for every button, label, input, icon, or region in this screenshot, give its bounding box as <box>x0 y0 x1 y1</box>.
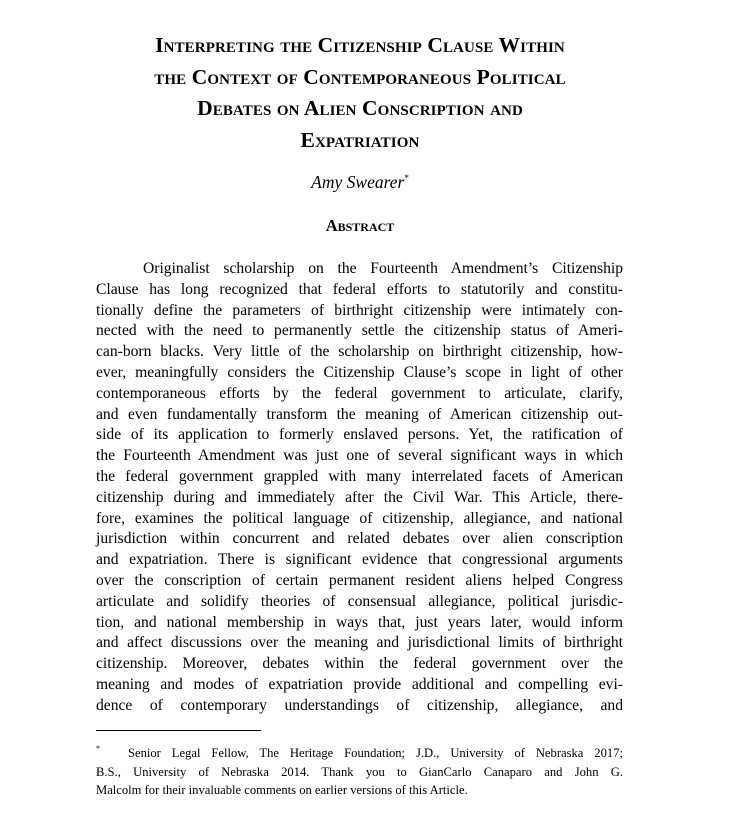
abstract-line: tionally define the parameters of birthright citizenship were intimately con- <box>96 301 623 319</box>
title-line: the Context of Contemporaneous Political <box>154 64 566 89</box>
abstract-body <box>96 259 623 717</box>
abstract-line: the federal government grappled with many interrelated facets of American <box>96 467 623 485</box>
abstract-line: contemporaneous efforts by the federal government to articulate, clarify, <box>96 384 623 402</box>
abstract-line: and affect discussions over the meaning and jurisdictional limits of birthright <box>96 634 623 652</box>
abstract-line: can-born blacks. Very little of the scholarship on birthright citizenship, how- <box>96 343 623 361</box>
abstract-line: side of its application to formerly enslaved persons. Yet, the ratification of <box>96 426 623 444</box>
title-line: Debates on Alien Conscription and <box>197 96 523 120</box>
abstract-line: ever, meaningfully considers the Citizenship Clause’s scope in light of other <box>96 363 623 381</box>
author-byline <box>0 172 720 193</box>
abstract-line: and expatriation. There is significant evidence that congressional arguments <box>96 551 623 569</box>
author-name: Amy Swearer <box>311 172 405 192</box>
footnote-marker: * <box>96 744 100 753</box>
footnote-line: Malcolm for their invaluable comments on earlier versions of this Article. <box>96 783 468 797</box>
abstract-line: fore, examines the political language of citizenship, allegiance, and national <box>96 509 623 527</box>
abstract-line: tion, and national membership in ways that, just years later, would inform <box>96 613 623 631</box>
abstract-line: nected with the need to permanently settle the citizenship status of Ameri- <box>96 322 623 340</box>
abstract-line: over the conscription of certain permanent resident aliens helped Congress <box>96 571 623 589</box>
author-footnote <box>96 744 623 800</box>
abstract-line: citizenship. Moreover, debates within the federal government over the <box>96 655 623 673</box>
article-title <box>60 30 660 156</box>
abstract-line: jurisdiction within concurrent and related debates over alien conscription <box>96 530 623 548</box>
abstract-line: dence of contemporary understandings of citizenship, allegiance, and <box>96 696 623 714</box>
abstract-line: the Fourteenth Amendment was just one of several significant ways in which <box>96 447 623 465</box>
abstract-line: Clause has long recognized that federal efforts to statutorily and constitu- <box>96 280 623 298</box>
abstract-line: meaning and modes of expatriation provide additional and compelling evi- <box>96 675 623 693</box>
abstract-line: and even fundamentally transform the meaning of American citizenship out- <box>96 405 623 423</box>
author-footnote-marker: * <box>404 173 409 183</box>
title-line: Interpreting the Citizenship Clause Within <box>155 33 565 57</box>
footnote-line: Senior Legal Fellow, The Heritage Foundation; J.D., University of Nebraska 2017; <box>128 746 623 760</box>
title-line: Expatriation <box>300 127 420 152</box>
abstract-line: articulate and solidify theories of consensual allegiance, political jurisdic- <box>96 592 623 610</box>
abstract-line: citizenship during and immediately after the Civil War. This Article, there- <box>96 488 623 506</box>
abstract-line: Originalist scholarship on the Fourteenth Amendment’s Citizenship <box>143 260 623 277</box>
footnote-line: B.S., University of Nebraska 2014. Thank you to GianCarlo Canaparo and John G. <box>96 764 623 779</box>
abstract-heading: Abstract <box>325 216 395 235</box>
footnote-divider <box>96 730 261 731</box>
